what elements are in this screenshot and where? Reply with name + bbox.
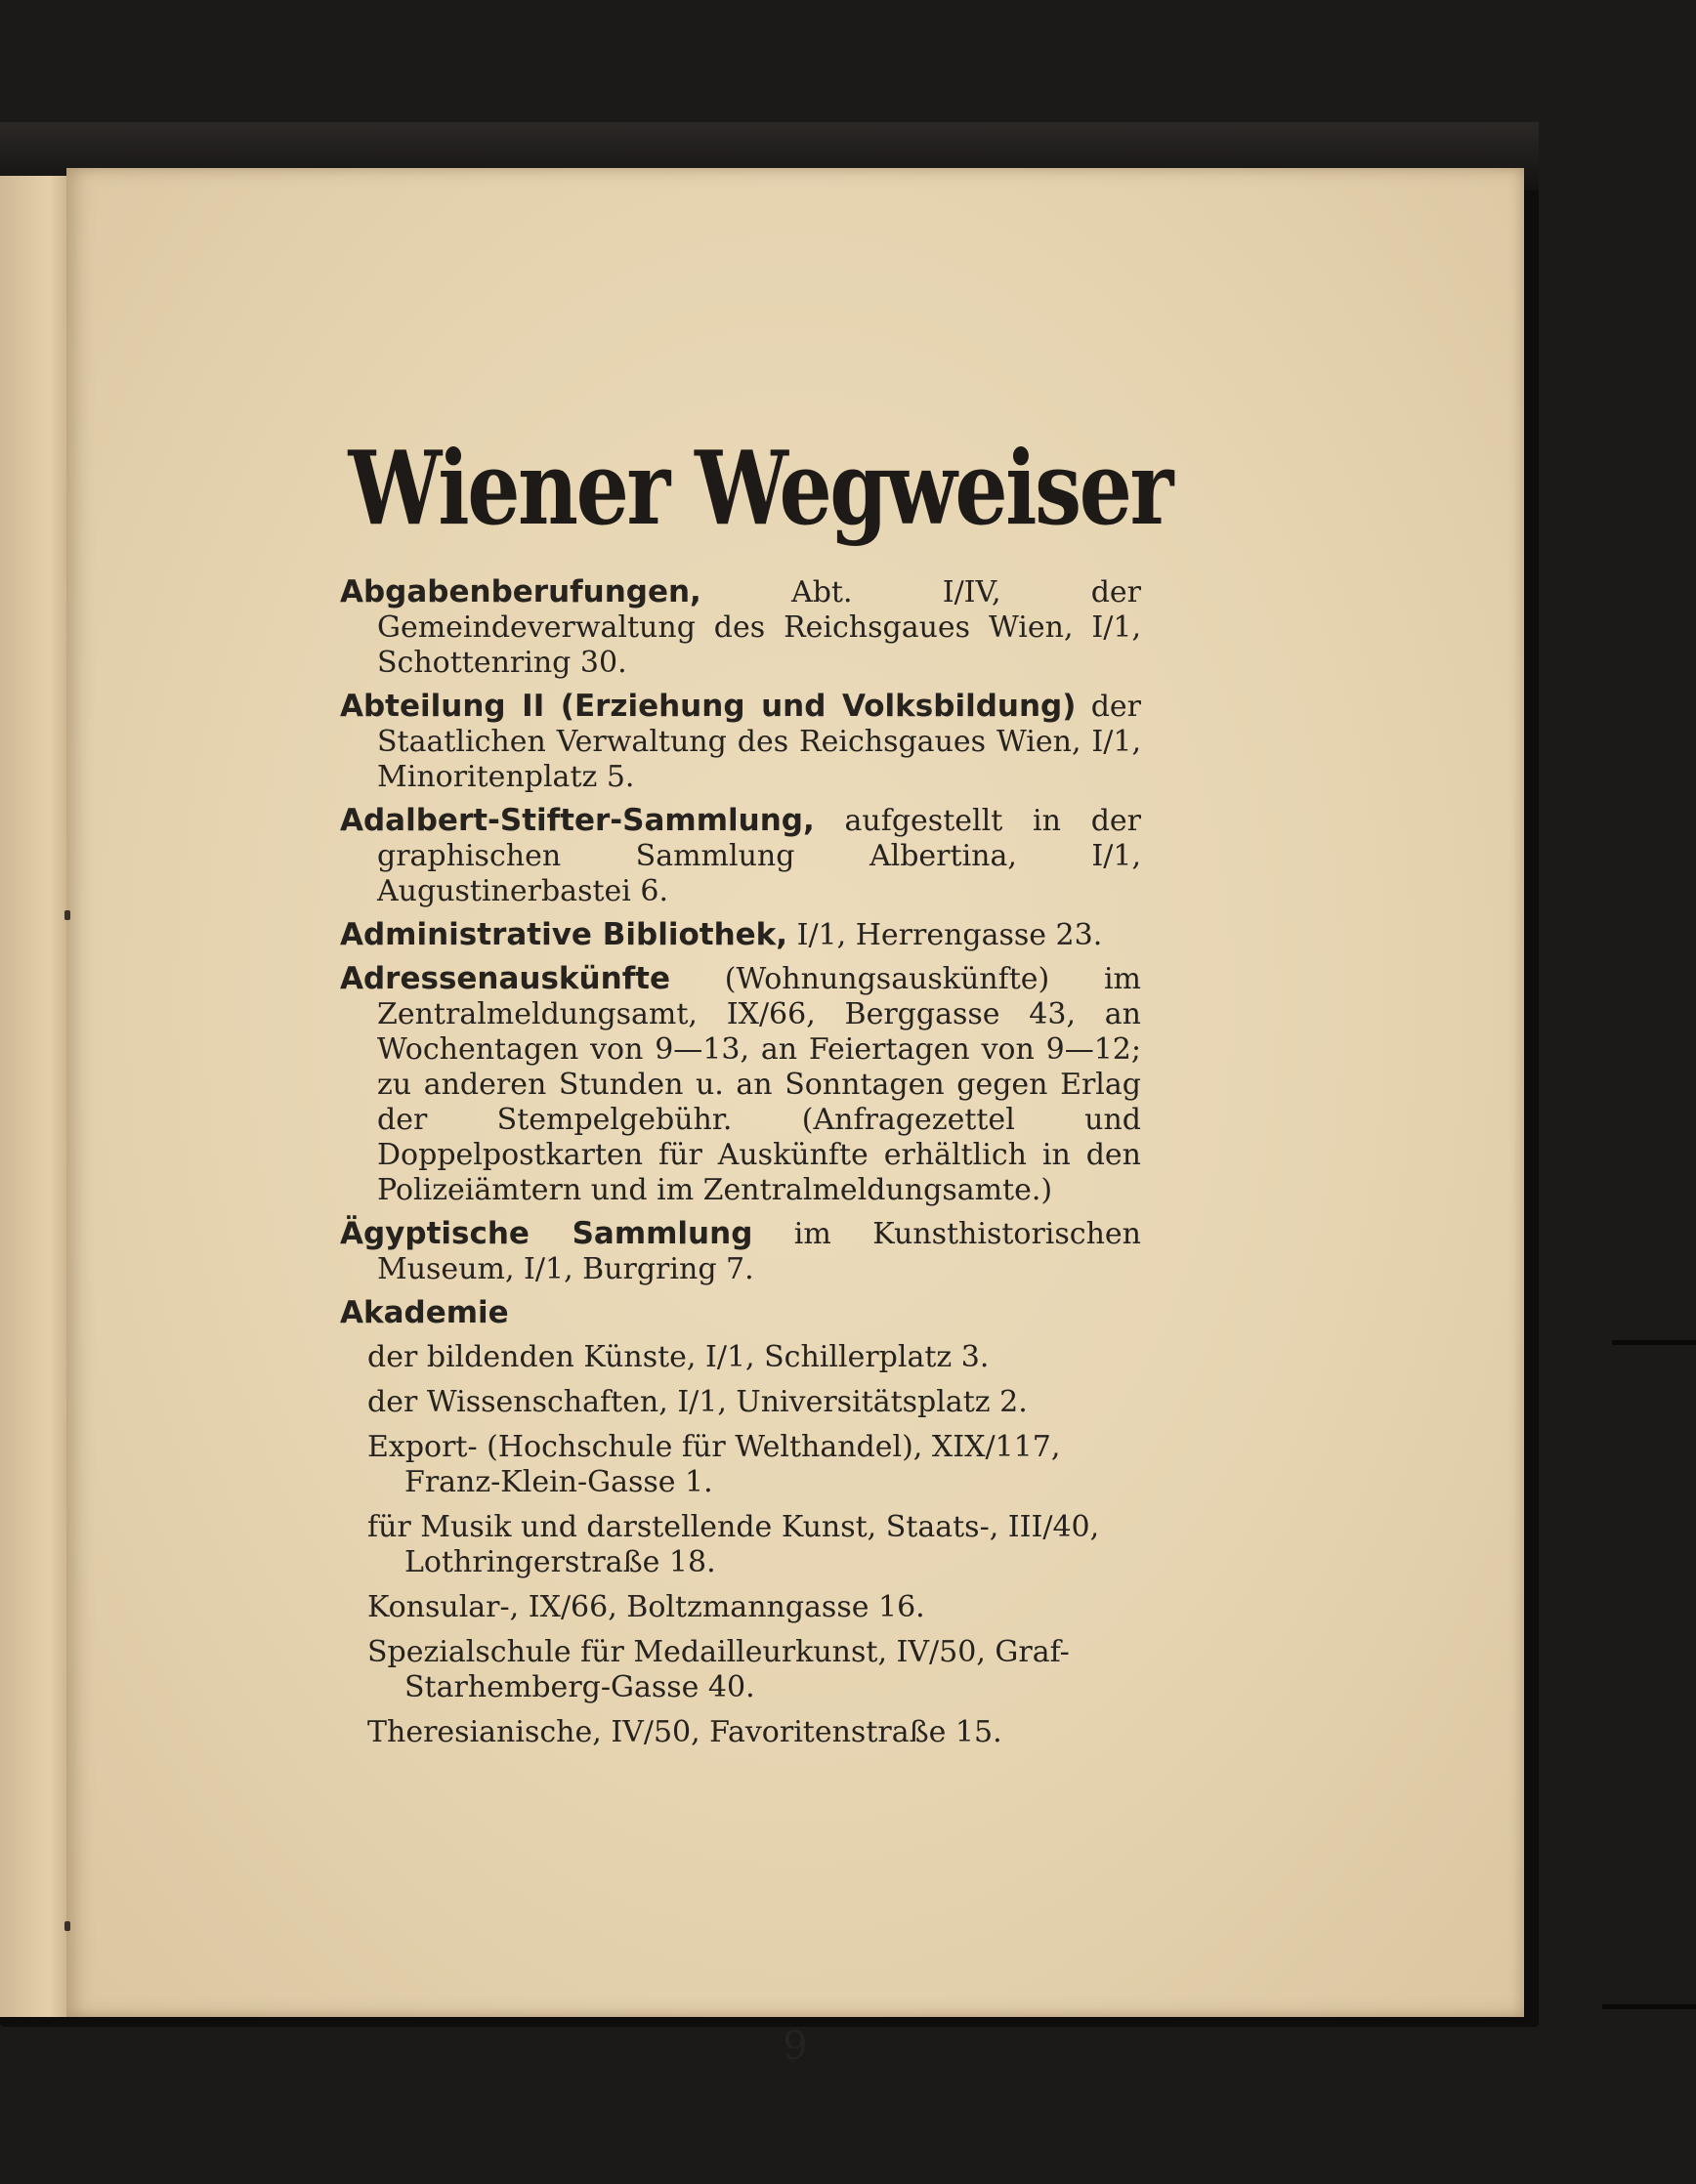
background-edge-line	[1612, 1340, 1696, 1345]
entry-heading: Adalbert-Stifter-Sammlung,	[340, 803, 815, 838]
akademie-item: für Musik und darstellende Kunst, Staats-, III/40, Lothringerstraße 18.	[367, 1510, 1100, 1579]
entry-text: im Kunsthistorischen Museum, I/1, Burgring 7.	[377, 1217, 1141, 1286]
directory-entry	[340, 1216, 1141, 1287]
spine-stitch-mark	[64, 1921, 70, 1931]
entry-text: der Staatlichen Verwaltung des Reichsgaues Wien, I/1, Minoritenplatz 5.	[377, 690, 1141, 794]
akademie-item: der Wissenschaften, I/1, Universitätsplatz 2.	[367, 1385, 1028, 1419]
page-number: 9	[783, 2024, 808, 2069]
entry-text: (Wohnungsauskünfte) im Zentralmeldungsamt, IX/66, Berggasse 43, an Wochentagen von 9—13, an Feiertagen von 9—12; zu anderen Stunden u. an Sonntagen gegen Erlag der Stempelgebühr. (Anfragezettel und Doppelpostkarten für Auskünfte erhältlich in den Polizeiämtern und im Zentralmeldungsamte.)	[377, 962, 1141, 1207]
entry-heading: Abteilung II (Erziehung und Volksbildung)	[340, 689, 1077, 724]
entry-heading: Administrative Bibliothek,	[340, 917, 788, 952]
akademie-item: Konsular-, IX/66, Boltzmanngasse 16.	[367, 1590, 925, 1624]
entry-text: aufgestellt in der graphischen Sammlung Albertina, I/1, Augustinerbastei 6.	[377, 804, 1141, 908]
left-page-edge	[0, 176, 72, 2017]
spine-stitch-mark	[64, 910, 70, 920]
entry-heading: Ägyptische Sammlung	[340, 1216, 753, 1251]
akademie-heading: Akademie	[340, 1295, 509, 1330]
directory-entry	[340, 689, 1141, 795]
entry-heading: Abgabenberufungen,	[340, 574, 701, 609]
directory-entry	[340, 961, 1141, 1208]
entry-text: I/1, Herrengasse 23.	[787, 918, 1103, 952]
directory-entry	[340, 803, 1141, 909]
directory-entry	[340, 574, 1141, 681]
akademie-item: Spezialschule für Medailleurkunst, IV/50, Graf-Starhemberg-Gasse 40.	[367, 1635, 1070, 1704]
entry-text: Abt. I/IV, der Gemeindeverwaltung des Reichsgaues Wien, I/1, Schottenring 30.	[377, 575, 1141, 680]
page-title: Wiener Wegweiser	[348, 428, 1171, 548]
akademie-item: Export- (Hochschule für Welthandel), XIX/117, Franz-Klein-Gasse 1.	[367, 1430, 1061, 1499]
directory-entry	[340, 917, 1141, 953]
akademie-item: der bildenden Künste, I/1, Schillerplatz 3.	[367, 1340, 990, 1374]
akademie-item: Theresianische, IV/50, Favoritenstraße 15.	[367, 1715, 1002, 1749]
entry-heading: Adressenauskünfte	[340, 961, 671, 996]
directory-list	[340, 574, 1141, 1758]
background-edge-line	[1602, 2004, 1696, 2009]
